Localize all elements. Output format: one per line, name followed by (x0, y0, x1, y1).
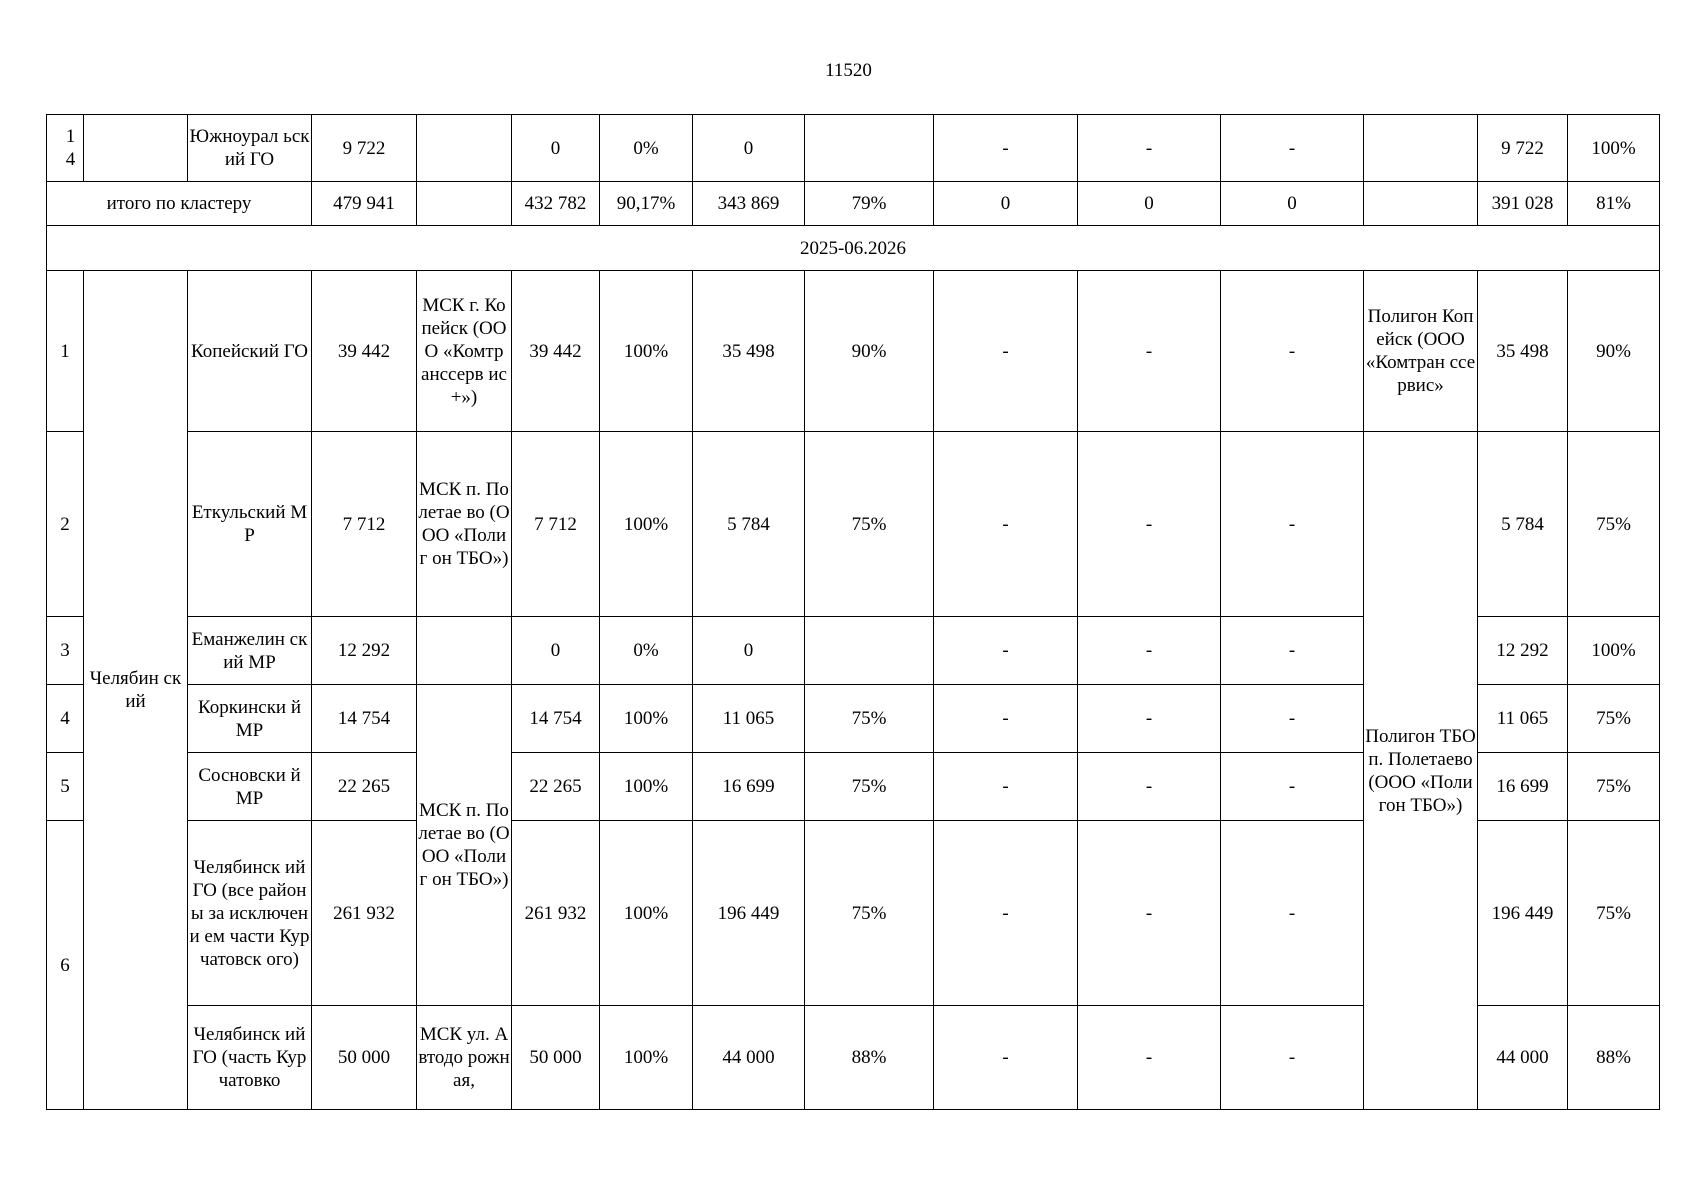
volume: 9 722 (312, 115, 417, 182)
row-number: 1 4 (47, 115, 84, 182)
volume: 39 442 (312, 271, 417, 432)
col-10: - (934, 617, 1078, 685)
msk-pct: 100% (600, 432, 693, 617)
page-number: 11520 (825, 60, 872, 81)
msk-volume: 22 265 (512, 753, 600, 821)
volume: 7 712 (312, 432, 417, 617)
col-10: - (934, 271, 1078, 432)
col-11: - (1078, 685, 1221, 753)
total-msk (417, 182, 512, 226)
burial-pct: 100% (1568, 115, 1660, 182)
table-row (47, 115, 1660, 182)
col-12: - (1221, 271, 1364, 432)
sort-pct: 75% (805, 432, 934, 617)
msk-volume: 39 442 (512, 271, 600, 432)
col-11: - (1078, 271, 1221, 432)
municipality: Челябинск ий ГО (часть Курчатовко (188, 1006, 312, 1110)
total-label: итого по кластеру (47, 182, 312, 226)
msk-pct: 100% (600, 1006, 693, 1110)
data-table (46, 114, 1660, 1110)
period-row (47, 226, 1660, 271)
col-11: - (1078, 821, 1221, 1006)
period-header: 2025-06.2026 (47, 226, 1660, 271)
total-sort-volume: 343 869 (693, 182, 805, 226)
municipality: Сосновски й МР (188, 753, 312, 821)
burial-pct: 100% (1568, 617, 1660, 685)
col-10: - (934, 1006, 1078, 1110)
burial-volume: 35 498 (1478, 271, 1568, 432)
msk-pct: 100% (600, 271, 693, 432)
cluster-cell (84, 115, 188, 182)
msk-pct: 100% (600, 753, 693, 821)
msk: МСК п. Полетае во (ООО «Полиг он ТБО») (417, 685, 512, 1006)
sort-pct (805, 617, 934, 685)
municipality: Коркински й МР (188, 685, 312, 753)
msk (417, 115, 512, 182)
total-burial-pct: 81% (1568, 182, 1660, 226)
sort-pct: 75% (805, 821, 934, 1006)
volume: 261 932 (312, 821, 417, 1006)
burial-volume: 196 449 (1478, 821, 1568, 1006)
burial-volume: 16 699 (1478, 753, 1568, 821)
total-row (47, 182, 1660, 226)
volume: 50 000 (312, 1006, 417, 1110)
burial-pct: 75% (1568, 432, 1660, 617)
total-sort-pct: 79% (805, 182, 934, 226)
row-number: 5 (47, 753, 84, 821)
msk (417, 617, 512, 685)
msk-volume: 0 (512, 115, 600, 182)
polygon (1364, 115, 1478, 182)
msk-volume: 0 (512, 617, 600, 685)
col-12: - (1221, 753, 1364, 821)
col-10: - (934, 685, 1078, 753)
col-10: - (934, 753, 1078, 821)
municipality: Южноурал ьский ГО (188, 115, 312, 182)
total-polygon (1364, 182, 1478, 226)
burial-pct: 75% (1568, 685, 1660, 753)
msk-pct: 0% (600, 115, 693, 182)
sort-volume: 5 784 (693, 432, 805, 617)
col-11: - (1078, 617, 1221, 685)
burial-volume: 11 065 (1478, 685, 1568, 753)
volume: 22 265 (312, 753, 417, 821)
total-col-11: 0 (1078, 182, 1221, 226)
burial-pct: 88% (1568, 1006, 1660, 1110)
sort-pct: 75% (805, 685, 934, 753)
col-10: - (934, 432, 1078, 617)
total-burial-volume: 391 028 (1478, 182, 1568, 226)
sort-pct: 75% (805, 753, 934, 821)
volume: 14 754 (312, 685, 417, 753)
sort-pct: 90% (805, 271, 934, 432)
msk-volume: 14 754 (512, 685, 600, 753)
col-10: - (934, 115, 1078, 182)
col-10: - (934, 821, 1078, 1006)
burial-pct: 75% (1568, 753, 1660, 821)
sort-volume: 16 699 (693, 753, 805, 821)
burial-volume: 44 000 (1478, 1006, 1568, 1110)
volume: 12 292 (312, 617, 417, 685)
polygon: Полигон Копейск (ООО «Комтран ссервис» (1364, 271, 1478, 432)
msk: МСК ул. Автодо рожная, (417, 1006, 512, 1110)
municipality: Еманжелин ский МР (188, 617, 312, 685)
col-12: - (1221, 685, 1364, 753)
total-col-10: 0 (934, 182, 1078, 226)
col-12: - (1221, 1006, 1364, 1110)
burial-pct: 90% (1568, 271, 1660, 432)
burial-pct: 75% (1568, 821, 1660, 1006)
total-volume: 479 941 (312, 182, 417, 226)
col-11: - (1078, 1006, 1221, 1110)
msk-volume: 50 000 (512, 1006, 600, 1110)
msk: МСК г. Копейск (ООО «Комтр анссерв ис+») (417, 271, 512, 432)
sort-volume: 196 449 (693, 821, 805, 1006)
municipality: Еткульский МР (188, 432, 312, 617)
msk: МСК п. Полетае во (ООО «Полиг он ТБО») (417, 432, 512, 617)
row-number: 2 (47, 432, 84, 617)
table-row (47, 271, 1660, 432)
sort-volume: 35 498 (693, 271, 805, 432)
row-number: 3 (47, 617, 84, 685)
polygon: Полигон ТБО п. Полетаево (ООО «Полигон ТБО») (1364, 432, 1478, 1110)
sort-pct (805, 115, 934, 182)
msk-pct: 100% (600, 685, 693, 753)
sort-volume: 11 065 (693, 685, 805, 753)
row-number: 6 (47, 821, 84, 1110)
col-12: - (1221, 617, 1364, 685)
sort-volume: 44 000 (693, 1006, 805, 1110)
municipality: Копейский ГО (188, 271, 312, 432)
msk-volume: 7 712 (512, 432, 600, 617)
burial-volume: 12 292 (1478, 617, 1568, 685)
municipality: Челябинск ий ГО (все районы за исключени ем части Курчатовск ого) (188, 821, 312, 1006)
total-col-12: 0 (1221, 182, 1364, 226)
burial-volume: 9 722 (1478, 115, 1568, 182)
total-msk-volume: 432 782 (512, 182, 600, 226)
col-11: - (1078, 115, 1221, 182)
msk-volume: 261 932 (512, 821, 600, 1006)
msk-pct: 0% (600, 617, 693, 685)
sort-volume: 0 (693, 617, 805, 685)
col-12: - (1221, 432, 1364, 617)
cluster-name: Челябин ский (84, 271, 188, 1110)
msk-pct: 100% (600, 821, 693, 1006)
col-12: - (1221, 821, 1364, 1006)
sort-volume: 0 (693, 115, 805, 182)
col-11: - (1078, 432, 1221, 617)
total-msk-pct: 90,17% (600, 182, 693, 226)
burial-volume: 5 784 (1478, 432, 1568, 617)
col-11: - (1078, 753, 1221, 821)
row-number: 1 (47, 271, 84, 432)
sort-pct: 88% (805, 1006, 934, 1110)
col-12: - (1221, 115, 1364, 182)
table-row (47, 432, 1660, 617)
row-number: 4 (47, 685, 84, 753)
